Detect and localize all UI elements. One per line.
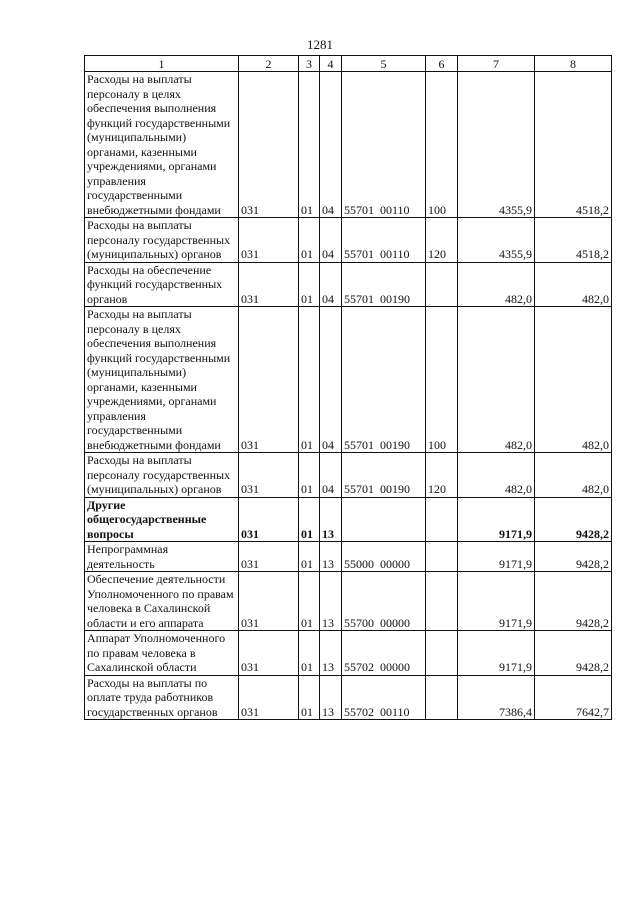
- row-year1-amount: 482,0: [458, 453, 535, 498]
- table-row: [85, 453, 612, 498]
- row-subsection: 04: [320, 453, 342, 498]
- column-header: 4: [320, 56, 342, 72]
- table-row: [85, 675, 612, 720]
- row-year1-amount: 9171,9: [458, 542, 535, 572]
- column-header: 5: [342, 56, 426, 72]
- row-target-code: [342, 218, 426, 263]
- row-subsection: 13: [320, 675, 342, 720]
- row-target-code: [342, 72, 426, 218]
- row-section: 01: [299, 218, 320, 263]
- row-year2-amount: 9428,2: [535, 497, 612, 542]
- row-expense-type: [426, 497, 458, 542]
- target-code-program: 55701: [344, 437, 374, 452]
- table-row: [85, 497, 612, 542]
- row-name: Обеспечение деятельности Уполномоченного по правам человека в Сахалинской области и его аппарата: [85, 572, 239, 631]
- row-name: Расходы на выплаты персоналу государственных (муниципальных) органов: [85, 453, 239, 498]
- row-expense-type: 100: [426, 307, 458, 453]
- row-year1-amount: 482,0: [458, 262, 535, 307]
- budget-table: [84, 55, 612, 720]
- page-number: 1281: [307, 37, 333, 52]
- row-target-code: [342, 497, 426, 542]
- row-section: 01: [299, 631, 320, 676]
- row-expense-type: 100: [426, 72, 458, 218]
- row-ministry: 031: [239, 572, 299, 631]
- target-code-program: 55701: [344, 202, 374, 217]
- row-name: Аппарат Уполномоченного по правам человека в Сахалинской области: [85, 631, 239, 676]
- row-name: Непрограммная деятельность: [85, 542, 239, 572]
- row-section: 01: [299, 572, 320, 631]
- table-row: [85, 572, 612, 631]
- row-section: 01: [299, 453, 320, 498]
- column-header: 2: [239, 56, 299, 72]
- row-ministry: 031: [239, 542, 299, 572]
- row-year1-amount: 9171,9: [458, 631, 535, 676]
- row-year2-amount: 4518,2: [535, 72, 612, 218]
- row-subsection: 13: [320, 631, 342, 676]
- target-code-direction: 00190: [380, 291, 410, 306]
- row-name: Расходы на выплаты персоналу государственных (муниципальных) органов: [85, 218, 239, 263]
- row-target-code: [342, 262, 426, 307]
- row-target-code: [342, 542, 426, 572]
- target-code-direction: 00000: [380, 660, 410, 674]
- row-section: 01: [299, 262, 320, 307]
- row-subsection: 13: [320, 572, 342, 631]
- row-year1-amount: 4355,9: [458, 72, 535, 218]
- target-code-program: 55702: [344, 704, 374, 719]
- row-year2-amount: 7642,7: [535, 675, 612, 720]
- row-subsection: 04: [320, 262, 342, 307]
- row-section: 01: [299, 675, 320, 720]
- row-expense-type: [426, 542, 458, 572]
- row-year2-amount: 9428,2: [535, 631, 612, 676]
- row-ministry: 031: [239, 262, 299, 307]
- table-row: [85, 631, 612, 676]
- row-target-code: [342, 631, 426, 676]
- row-target-code: [342, 453, 426, 498]
- table-row: [85, 218, 612, 263]
- row-target-code: [342, 307, 426, 453]
- column-header: 3: [299, 56, 320, 72]
- row-subsection: 04: [320, 307, 342, 453]
- column-header: 8: [535, 56, 612, 72]
- row-expense-type: [426, 572, 458, 631]
- row-year2-amount: 482,0: [535, 262, 612, 307]
- target-code-program: 55000: [344, 556, 374, 571]
- row-ministry: 031: [239, 497, 299, 542]
- row-ministry: 031: [239, 218, 299, 263]
- row-year2-amount: 4518,2: [535, 218, 612, 263]
- column-header: 7: [458, 56, 535, 72]
- row-expense-type: [426, 675, 458, 720]
- table-row: [85, 542, 612, 572]
- row-ministry: 031: [239, 72, 299, 218]
- row-year1-amount: 482,0: [458, 307, 535, 453]
- row-section: 01: [299, 497, 320, 542]
- row-section: 01: [299, 72, 320, 218]
- row-year2-amount: 482,0: [535, 453, 612, 498]
- row-ministry: 031: [239, 307, 299, 453]
- row-year2-amount: 9428,2: [535, 572, 612, 631]
- header-row: [85, 56, 612, 72]
- row-expense-type: 120: [426, 453, 458, 498]
- row-subsection: 13: [320, 542, 342, 572]
- row-ministry: 031: [239, 675, 299, 720]
- row-subsection: 04: [320, 72, 342, 218]
- row-subsection: 04: [320, 218, 342, 263]
- row-ministry: 031: [239, 453, 299, 498]
- target-code-direction: 00110: [380, 247, 410, 261]
- row-year1-amount: 7386,4: [458, 675, 535, 720]
- row-year2-amount: 482,0: [535, 307, 612, 453]
- target-code-program: 55701: [344, 291, 374, 306]
- row-year1-amount: 9171,9: [458, 497, 535, 542]
- row-year1-amount: 4355,9: [458, 218, 535, 263]
- row-expense-type: 120: [426, 218, 458, 263]
- column-header: 6: [426, 56, 458, 72]
- column-header: 1: [85, 56, 239, 72]
- row-year1-amount: 9171,9: [458, 572, 535, 631]
- row-name: Расходы на обеспечение функций государственных органов: [85, 262, 239, 307]
- target-code-direction: 00190: [380, 437, 410, 452]
- row-target-code: [342, 572, 426, 631]
- target-code-program: 55701: [344, 482, 374, 496]
- row-expense-type: [426, 262, 458, 307]
- row-subsection: 13: [320, 497, 342, 542]
- table-row: [85, 72, 612, 218]
- target-code-program: 55702: [344, 660, 374, 674]
- row-name: Другие общегосударственные вопросы: [85, 497, 239, 542]
- row-name: Расходы на выплаты по оплате труда работников государственных органов: [85, 675, 239, 720]
- row-section: 01: [299, 307, 320, 453]
- row-name: Расходы на выплаты персоналу в целях обеспечения выполнения функций государственными (муниципальными) органами, казенными учреждениями, органами управления государственными внебюджетными фондами: [85, 72, 239, 218]
- target-code-direction: 00110: [380, 704, 410, 719]
- target-code-direction: 00000: [380, 556, 410, 571]
- target-code-program: 55700: [344, 615, 374, 630]
- row-name: Расходы на выплаты персоналу в целях обеспечения выполнения функций государственными (муниципальными) органами, казенными учреждениями, органами управления государственными внебюджетными фондами: [85, 307, 239, 453]
- row-year2-amount: 9428,2: [535, 542, 612, 572]
- table-row: [85, 307, 612, 453]
- row-expense-type: [426, 631, 458, 676]
- row-target-code: [342, 675, 426, 720]
- target-code-direction: 00110: [380, 202, 410, 217]
- target-code-direction: 00000: [380, 615, 410, 630]
- table-row: [85, 262, 612, 307]
- target-code-program: 55701: [344, 247, 374, 261]
- row-ministry: 031: [239, 631, 299, 676]
- row-section: 01: [299, 542, 320, 572]
- target-code-direction: 00190: [380, 482, 410, 496]
